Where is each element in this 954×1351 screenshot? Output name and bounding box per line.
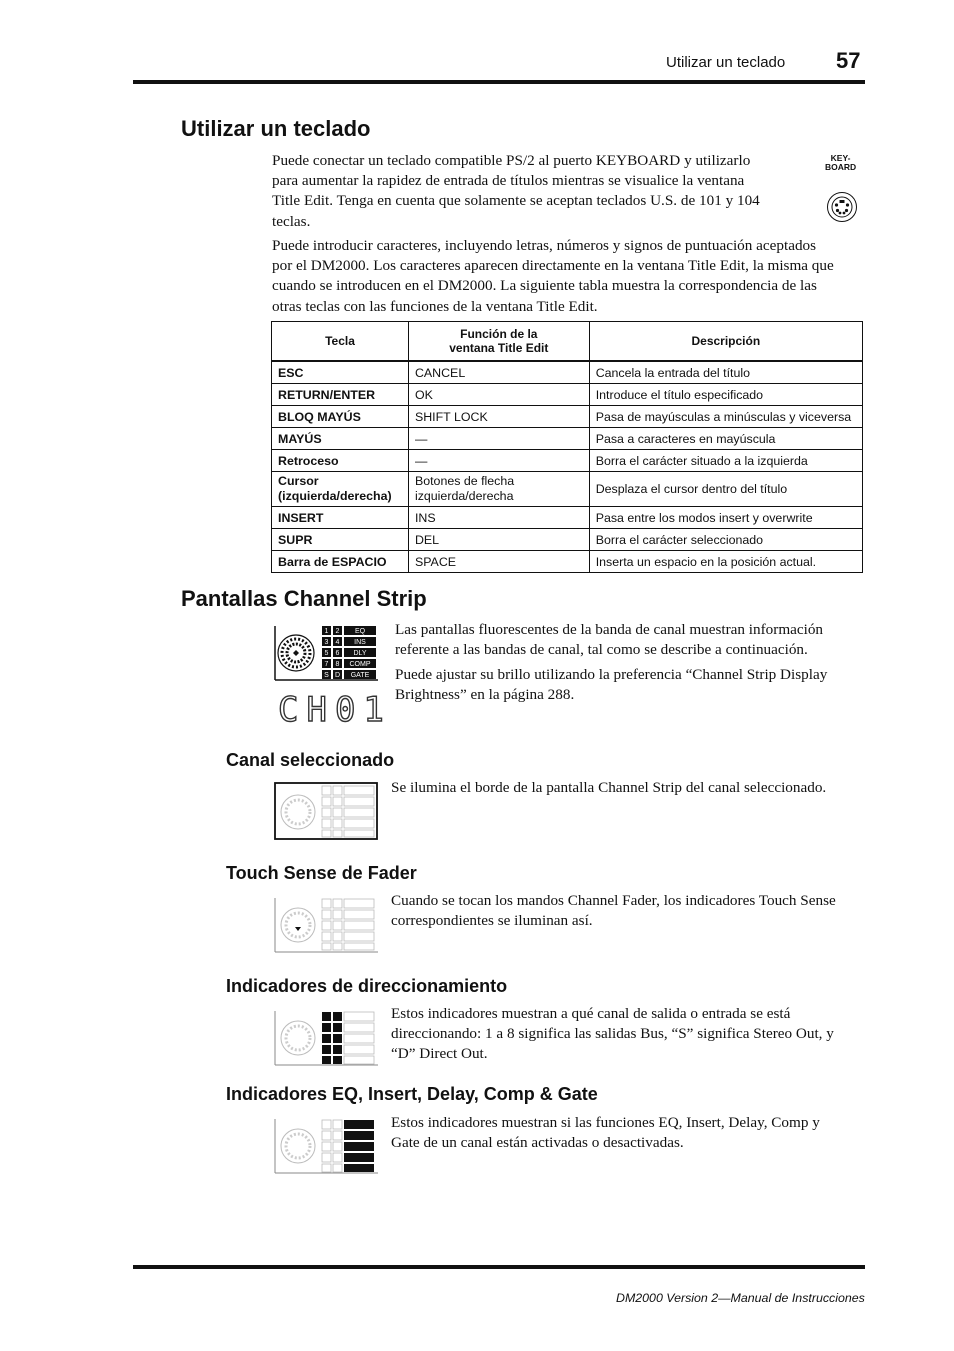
strip-display-touch-sense (274, 895, 380, 959)
strip-display-selected (274, 782, 380, 846)
channel-strip-paragraph-2: Puede ajustar su brillo utilizando la preferencia “Channel Strip Display Brightness” en la página 288. (395, 666, 828, 704)
strip-display-functions (274, 1116, 380, 1180)
strip-num-8: 8 (335, 661, 340, 668)
channel-strip-paragraph-1: Las pantallas fluorescentes de la banda de canal muestran información referente a las bandas de canal, tal como se describe a continuación. (395, 621, 824, 659)
table-row (272, 551, 863, 573)
function-indicators-text: Estos indicadores muestran si las funciones EQ, Insert, Delay, Comp y Gate de un canal están activadas o desactivadas. (391, 1114, 820, 1152)
strip-num-2: 2 (335, 628, 340, 635)
table-header-description: Descripción (589, 322, 862, 362)
ps2-port-icon (827, 192, 857, 222)
table-cell-description: Pasa a caracteres en mayúscula (589, 428, 862, 450)
table-row (272, 406, 863, 428)
table-cell-function: DEL (408, 529, 589, 551)
table-header-function: Función de la ventana Title Edit (408, 322, 589, 362)
table-cell-function: SHIFT LOCK (408, 406, 589, 428)
table-cell-key: Barra de ESPACIO (272, 551, 409, 573)
section-title-channel-strip: Pantallas Channel Strip (181, 586, 427, 611)
table-cell-key: BLOQ MAYÚS (272, 406, 409, 428)
table-cell-key: MAYÚS (272, 428, 409, 450)
table-cell-description: Borra el carácter seleccionado (589, 529, 862, 551)
strip-num-7: 7 (324, 661, 329, 668)
table-cell-function: OK (408, 384, 589, 406)
routing-text: Estos indicadores muestran a qué canal de salida o entrada se está direccionando: 1 a 8 significa las salidas Bus, “S” significa Stereo Out, y “D” Direct Out. (391, 1005, 834, 1063)
header-rule (133, 80, 865, 84)
table-cell-description: Borra el carácter situado a la izquierda (589, 450, 862, 472)
table-cell-key: SUPR (272, 529, 409, 551)
table-row (272, 361, 863, 384)
strip-func-dly: DLY (353, 650, 367, 657)
footer-title: DM2000 Version 2—Manual de Instrucciones (616, 1291, 865, 1305)
table-header-key: Tecla (272, 322, 409, 362)
key-function-table (271, 321, 863, 573)
table-cell-function: — (408, 428, 589, 450)
table-row (272, 384, 863, 406)
page-number: 57 (836, 48, 861, 73)
table-cell-key: ESC (272, 361, 409, 384)
subsection-title-routing: Indicadores de direccionamiento (226, 976, 508, 996)
strip-func-gate: GATE (350, 672, 370, 679)
strip-num-6: 6 (335, 650, 340, 657)
table-cell-function: SPACE (408, 551, 589, 573)
keyboard-icon-label: KEY- BOARD (825, 153, 857, 172)
strip-num-d: D (334, 672, 341, 679)
table-cell-key: Retroceso (272, 450, 409, 472)
table-cell-function: INS (408, 507, 589, 529)
table-cell-description: Cancela la entrada del título (589, 361, 862, 384)
channel-strip-graphic (274, 622, 380, 684)
section-title-keyboard: Utilizar un teclado (181, 116, 371, 141)
channel-strip-display-main (274, 622, 380, 688)
strip-num-3: 3 (324, 639, 329, 646)
table-cell-key: INSERT (272, 507, 409, 529)
table-row (272, 529, 863, 551)
strip-num-1: 1 (324, 628, 329, 635)
table-row (272, 450, 863, 472)
table-cell-description: Pasa de mayúsculas a minúsculas y viceversa (589, 406, 862, 428)
table-cell-description: Inserta un espacio en la posición actual. (589, 551, 862, 573)
table-cell-function: — (408, 450, 589, 472)
subsection-title-function-indicators: Indicadores EQ, Insert, Delay, Comp & Gate (226, 1084, 598, 1104)
running-header: Utilizar un teclado (666, 54, 786, 71)
table-row (272, 472, 863, 507)
table-cell-description: Desplaza el cursor dentro del título (589, 472, 862, 507)
strip-func-ins: INS (354, 639, 366, 646)
table-cell-function: CANCEL (408, 361, 589, 384)
footer-rule (133, 1265, 865, 1269)
channel-number-display: CH01 (278, 690, 392, 730)
strip-num-4: 4 (335, 639, 340, 646)
table-cell-description: Pasa entre los modos insert y overwrite (589, 507, 862, 529)
selected-channel-text: Se ilumina el borde de la pantalla Channel Strip del canal seleccionado. (391, 779, 827, 796)
table-cell-function: Botones de flecha izquierda/derecha (408, 472, 589, 507)
subsection-title-touch-sense: Touch Sense de Fader (226, 863, 417, 883)
keyboard-paragraph-2: Puede introducir caracteres, incluyendo letras, números y signos de puntuación aceptados por el DM2000. Los caracteres aparecen directamente en la ventana Title Edit, la misma que cuando se introducen en el DM2000. La siguiente tabla muestra la correspondencia de las otras teclas con las funciones de la ventana Title Edit. (272, 237, 834, 315)
table-header-row (272, 322, 863, 362)
strip-func-comp: COMP (349, 661, 371, 668)
touch-sense-text: Cuando se tocan los mandos Channel Fader, los indicadores Touch Sense correspondientes se iluminan así. (391, 892, 836, 930)
strip-display-routing (274, 1008, 380, 1072)
strip-func-eq: EQ (354, 628, 366, 635)
table-cell-key: Cursor (izquierda/derecha) (272, 472, 409, 507)
table-cell-description: Introduce el título especificado (589, 384, 862, 406)
table-cell-key: RETURN/ENTER (272, 384, 409, 406)
strip-num-s: S (324, 672, 329, 679)
table-row (272, 507, 863, 529)
table-row (272, 428, 863, 450)
strip-num-5: 5 (324, 650, 329, 657)
subsection-title-selected-channel: Canal seleccionado (226, 750, 395, 770)
keyboard-paragraph-1: Puede conectar un teclado compatible PS/2 al puerto KEYBOARD y utilizarlo para aumentar la rapidez de entrada de títulos mientras se visualice la ventana Title Edit. Tenga en cuenta que solamente se aceptan teclados U.S. de 101 y 104 teclas. (272, 152, 760, 230)
